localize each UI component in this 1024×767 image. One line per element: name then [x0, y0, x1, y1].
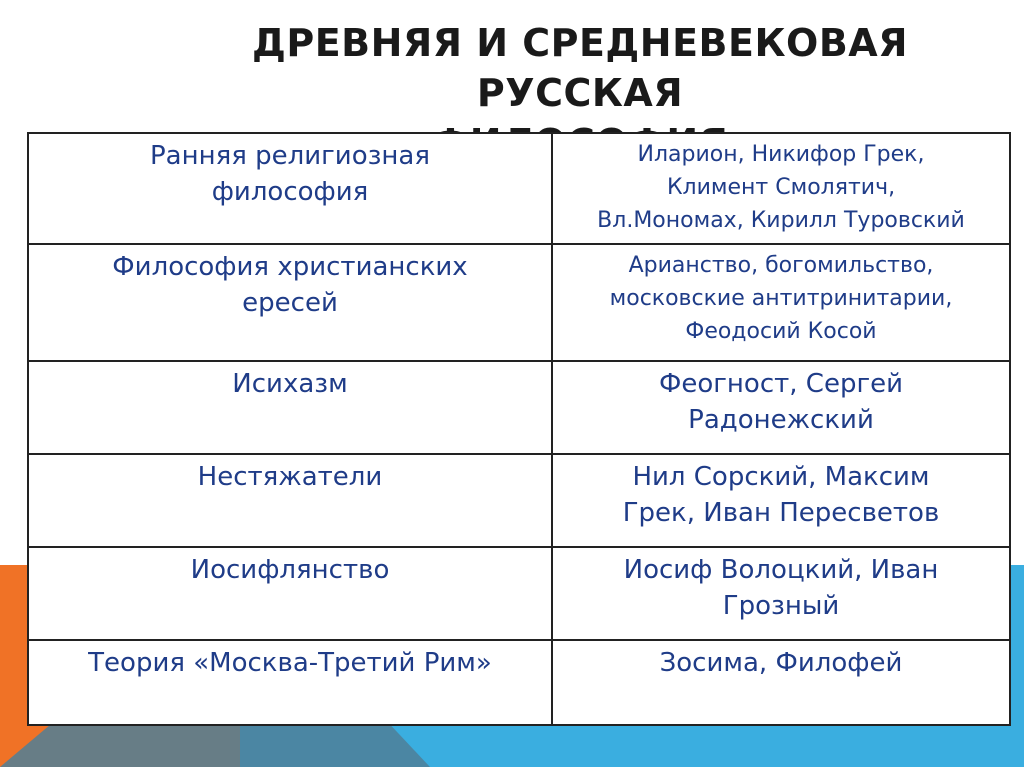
direction-cell: [28, 640, 552, 725]
representatives-text: Нил Сорский, Максим Грек, Иван Пересветов: [622, 462, 940, 528]
direction-text: Нестяжатели: [197, 462, 383, 492]
direction-text: Ранняя религиозная философия: [149, 141, 431, 207]
direction-text: Исихазм: [232, 369, 348, 399]
direction-cell: [28, 133, 552, 244]
direction-cell: [28, 361, 552, 454]
direction-cell: [28, 547, 552, 640]
direction-text: Теория «Москва-Третий Рим»: [88, 648, 492, 678]
table-row: [28, 244, 1010, 361]
table-row: [28, 361, 1010, 454]
representatives-text: Иосиф Волоцкий, Иван Грозный: [623, 555, 939, 621]
representatives-text: Феогност, Сергей Радонежский: [658, 369, 904, 435]
direction-text: Философия христианских ересей: [112, 252, 468, 318]
table-row: [28, 547, 1010, 640]
representatives-cell: [552, 640, 1010, 725]
title-line-1: ДРЕВНЯЯ И СРЕДНЕВЕКОВАЯ РУССКАЯ: [252, 21, 908, 115]
representatives-cell: [552, 361, 1010, 454]
representatives-text: Зосима, Филофей: [659, 648, 903, 678]
representatives-cell: [552, 454, 1010, 547]
representatives-cell: [552, 547, 1010, 640]
direction-cell: [28, 454, 552, 547]
direction-cell: [28, 244, 552, 361]
representatives-cell: [552, 133, 1010, 244]
representatives-cell: [552, 244, 1010, 361]
philosophy-table: [27, 132, 1011, 726]
representatives-text: Арианство, богомильство, московские антитринитарии, Феодосий Косой: [609, 253, 953, 344]
table-row: [28, 133, 1010, 244]
table-row: [28, 640, 1010, 725]
direction-text: Иосифлянство: [190, 555, 390, 585]
representatives-text: Иларион, Никифор Грек, Климент Смолятич, Вл.Мономах, Кирилл Туровский: [597, 142, 965, 233]
table-row: [28, 454, 1010, 547]
